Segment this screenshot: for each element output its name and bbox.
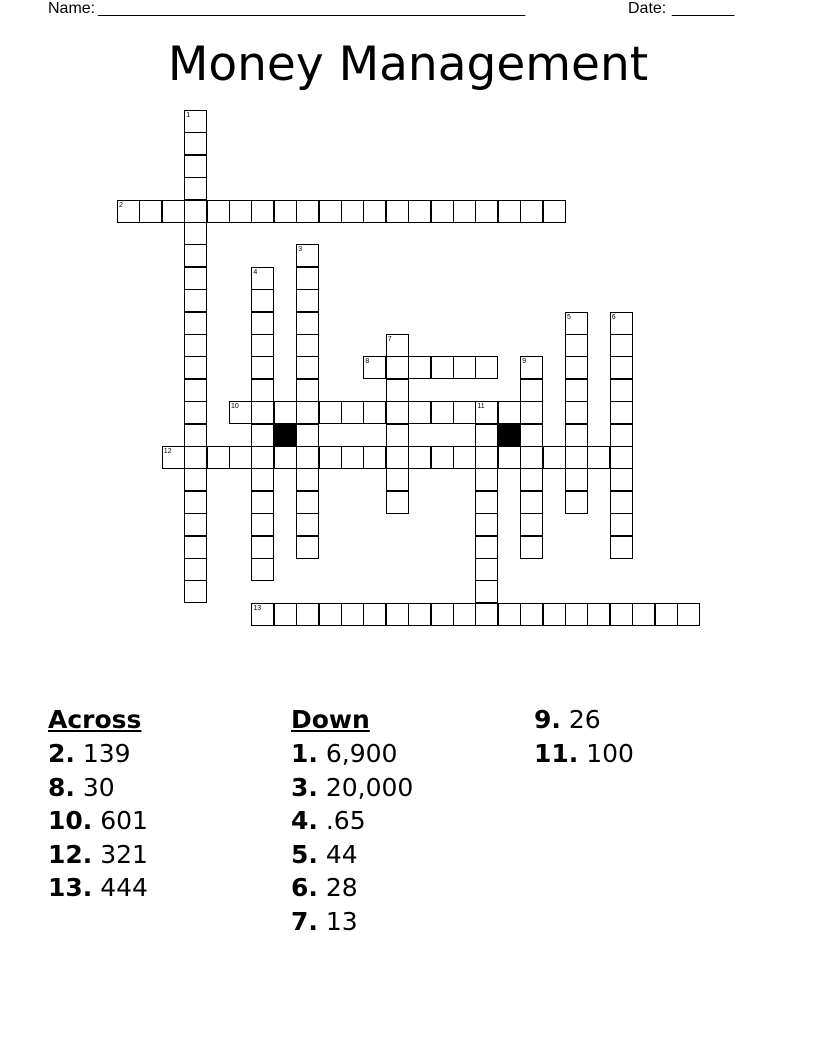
grid-cell[interactable] [184, 401, 207, 424]
grid-cell[interactable] [251, 536, 274, 559]
grid-cell[interactable] [610, 379, 633, 402]
grid-cell[interactable] [520, 446, 543, 469]
grid-cell[interactable] [184, 289, 207, 312]
grid-cell[interactable] [610, 536, 633, 559]
grid-cell[interactable] [229, 401, 252, 424]
grid-cell[interactable] [543, 446, 566, 469]
grid-cell[interactable] [319, 603, 342, 626]
grid-cell[interactable] [520, 379, 543, 402]
clue-text: 28 [317, 873, 358, 902]
grid-cell[interactable] [184, 312, 207, 335]
clue-number: 5 [567, 313, 571, 321]
grid-cell[interactable] [610, 334, 633, 357]
grid-cell[interactable] [610, 356, 633, 379]
grid-cell[interactable] [184, 177, 207, 200]
grid-cell[interactable] [431, 356, 454, 379]
grid-cell[interactable] [251, 446, 274, 469]
grid-cell[interactable] [251, 513, 274, 536]
clue-number: 4 [253, 268, 258, 276]
grid-cell[interactable] [475, 603, 498, 626]
grid-cell[interactable] [296, 267, 319, 290]
grid-cell[interactable] [251, 289, 274, 312]
clue-number: 8. [48, 772, 75, 802]
grid-cell[interactable] [251, 491, 274, 514]
grid-cell[interactable] [184, 334, 207, 357]
black-square [498, 424, 521, 447]
grid-cell[interactable] [610, 513, 633, 536]
grid-cell[interactable] [251, 379, 274, 402]
grid-cell[interactable] [520, 356, 543, 379]
grid-cell[interactable] [296, 356, 319, 379]
grid-cell[interactable] [610, 468, 633, 491]
clue-number: 6. [291, 873, 318, 902]
grid-cell[interactable] [251, 356, 274, 379]
clue-number: 9 [522, 358, 527, 366]
grid-cell[interactable] [431, 200, 454, 223]
grid-cell[interactable] [184, 379, 207, 402]
grid-cell[interactable] [184, 446, 207, 469]
clue-item [291, 871, 413, 905]
clue-number: 2. [48, 739, 75, 768]
grid-cell[interactable] [565, 446, 588, 469]
clue-text: 26 [560, 705, 601, 734]
clue-number: 11 [477, 403, 485, 411]
grid-cell[interactable] [520, 603, 543, 626]
grid-cell[interactable] [296, 491, 319, 514]
grid-cell[interactable] [431, 603, 454, 626]
grid-cell[interactable] [475, 536, 498, 559]
grid-cell[interactable] [184, 536, 207, 559]
clue-text: 100 [578, 738, 634, 768]
grid-cell[interactable] [207, 200, 230, 223]
grid-cell[interactable] [475, 446, 498, 469]
date-line: _______ [672, 0, 735, 17]
grid-cell[interactable] [162, 200, 185, 223]
grid-cell[interactable] [453, 603, 476, 626]
clue-item [291, 905, 413, 939]
grid-cell[interactable] [565, 491, 588, 514]
grid-cell[interactable] [408, 603, 431, 626]
grid-cell[interactable] [386, 446, 409, 469]
black-square [274, 424, 297, 447]
grid-cell[interactable] [543, 603, 566, 626]
clue-number: 1. [291, 739, 318, 768]
grid-cell[interactable] [386, 200, 409, 223]
grid-cell[interactable] [386, 468, 409, 491]
grid-cell[interactable] [386, 379, 409, 402]
grid-cell[interactable] [386, 603, 409, 626]
grid-cell[interactable] [184, 155, 207, 178]
grid-cell[interactable] [296, 312, 319, 335]
grid-cell[interactable] [565, 334, 588, 357]
grid-cell[interactable] [117, 200, 140, 223]
grid-cell[interactable] [475, 468, 498, 491]
clue-text: 321 [92, 839, 148, 869]
grid-cell[interactable] [184, 267, 207, 290]
grid-cell[interactable] [520, 200, 543, 223]
grid-cell[interactable] [386, 491, 409, 514]
clue-text: 6,900 [317, 739, 398, 768]
grid-cell[interactable] [520, 536, 543, 559]
grid-cell[interactable] [565, 356, 588, 379]
grid-cell[interactable] [520, 491, 543, 514]
grid-cell[interactable] [386, 356, 409, 379]
grid-cell[interactable] [386, 424, 409, 447]
grid-cell[interactable] [319, 401, 342, 424]
grid-cell[interactable] [184, 244, 207, 267]
grid-cell[interactable] [296, 603, 319, 626]
grid-cell[interactable] [431, 446, 454, 469]
grid-cell[interactable] [184, 491, 207, 514]
grid-cell[interactable] [296, 446, 319, 469]
grid-cell[interactable] [229, 446, 252, 469]
across-heading: Across [48, 705, 142, 734]
grid-cell[interactable] [251, 424, 274, 447]
grid-cell[interactable] [251, 200, 274, 223]
grid-cell[interactable] [475, 356, 498, 379]
clue-item [48, 871, 148, 905]
clue-text: 44 [317, 839, 358, 869]
grid-cell[interactable] [408, 446, 431, 469]
grid-cell[interactable] [475, 491, 498, 514]
grid-cell[interactable] [475, 401, 498, 424]
grid-cell[interactable] [408, 200, 431, 223]
clue-number: 10. [48, 806, 93, 835]
grid-cell[interactable] [587, 446, 610, 469]
grid-cell[interactable] [610, 312, 633, 335]
grid-cell[interactable] [274, 603, 297, 626]
grid-cell[interactable] [520, 513, 543, 536]
grid-cell[interactable] [296, 513, 319, 536]
grid-cell[interactable] [520, 424, 543, 447]
grid-cell[interactable] [184, 580, 207, 603]
clue-text: 139 [74, 739, 131, 768]
clue-text: 30 [74, 772, 115, 802]
clue-text: 601 [92, 806, 148, 835]
grid-cell[interactable] [408, 356, 431, 379]
grid-cell[interactable] [184, 132, 207, 155]
grid-cell[interactable] [184, 468, 207, 491]
grid-cell[interactable] [229, 200, 252, 223]
grid-cell[interactable] [184, 513, 207, 536]
grid-cell[interactable] [251, 312, 274, 335]
date-label: Date: [628, 0, 667, 17]
grid-cell[interactable] [453, 401, 476, 424]
grid-cell[interactable] [296, 424, 319, 447]
grid-cell[interactable] [319, 200, 342, 223]
grid-cell[interactable] [363, 603, 386, 626]
grid-cell[interactable] [251, 334, 274, 357]
clue-number: 8 [365, 358, 370, 366]
clue-item [291, 838, 413, 872]
grid-cell[interactable] [520, 468, 543, 491]
grid-cell[interactable] [610, 446, 633, 469]
grid-cell[interactable] [453, 356, 476, 379]
grid-cell[interactable] [565, 424, 588, 447]
grid-cell[interactable] [184, 356, 207, 379]
clue-number: 5. [291, 839, 318, 869]
page-title: Money Management [167, 37, 649, 92]
clue-item [48, 804, 148, 838]
grid-cell[interactable] [475, 513, 498, 536]
clue-number: 6 [611, 313, 616, 321]
clue-number: 2 [119, 201, 123, 209]
clue-number: 13. [48, 873, 93, 902]
grid-cell[interactable] [296, 401, 319, 424]
clue-item [48, 737, 148, 771]
grid-cell[interactable] [520, 401, 543, 424]
grid-cell[interactable] [565, 603, 588, 626]
clue-item [534, 703, 634, 737]
grid-cell[interactable] [386, 401, 409, 424]
grid-cell[interactable] [565, 312, 588, 335]
clue-item [291, 804, 413, 838]
grid-cell[interactable] [363, 401, 386, 424]
down-clues-continued [534, 703, 634, 770]
clue-number: 12 [163, 448, 172, 455]
clue-item [48, 771, 148, 805]
clue-number: 7. [291, 906, 318, 936]
clue-item [291, 771, 413, 805]
grid-cell[interactable] [296, 200, 319, 223]
grid-cell[interactable] [498, 603, 521, 626]
clue-number: 10 [231, 403, 239, 411]
grid-cell[interactable] [610, 603, 633, 626]
grid-cell[interactable] [453, 446, 476, 469]
grid-cell[interactable] [274, 200, 297, 223]
grid-cell[interactable] [162, 446, 185, 469]
grid-cell[interactable] [207, 446, 230, 469]
grid-cell[interactable] [296, 244, 319, 267]
clue-number: 4. [291, 806, 318, 835]
grid-cell[interactable] [408, 401, 431, 424]
clue-number: 13 [253, 604, 262, 612]
grid-cell[interactable] [453, 200, 476, 223]
clue-item [291, 737, 413, 771]
grid-cell[interactable] [184, 222, 207, 245]
grid-cell[interactable] [610, 491, 633, 514]
grid-cell[interactable] [498, 401, 521, 424]
grid-cell[interactable] [610, 424, 633, 447]
down-heading: Down [291, 705, 370, 734]
clue-text: 13 [317, 906, 358, 936]
clue-item [48, 838, 148, 872]
grid-cell[interactable] [296, 379, 319, 402]
grid-cell[interactable] [296, 468, 319, 491]
clue-number: 11. [534, 738, 579, 768]
clue-number: 3. [291, 772, 318, 802]
grid-cell[interactable] [184, 110, 207, 133]
grid-cell[interactable] [251, 603, 274, 626]
name-label: Name: [48, 0, 96, 17]
grid-cell[interactable] [296, 334, 319, 357]
grid-cell[interactable] [296, 289, 319, 312]
grid-cell[interactable] [543, 200, 566, 223]
grid-cell[interactable] [341, 603, 364, 626]
grid-cell[interactable] [655, 603, 678, 626]
grid-cell[interactable] [363, 446, 386, 469]
grid-cell[interactable] [274, 446, 297, 469]
clue-text: 20,000 [317, 772, 414, 802]
grid-cell[interactable] [341, 446, 364, 469]
grid-cell[interactable] [184, 558, 207, 581]
clue-item [534, 737, 634, 771]
grid-cell[interactable] [251, 267, 274, 290]
grid-cell[interactable] [386, 334, 409, 357]
grid-cell[interactable] [475, 580, 498, 603]
grid-cell[interactable] [498, 446, 521, 469]
grid-cell[interactable] [431, 401, 454, 424]
grid-cell[interactable] [565, 468, 588, 491]
grid-cell[interactable] [363, 356, 386, 379]
grid-cell[interactable] [251, 558, 274, 581]
grid-cell[interactable] [274, 401, 297, 424]
grid-cell[interactable] [632, 603, 655, 626]
clue-text: 444 [92, 873, 148, 902]
grid-cell[interactable] [565, 401, 588, 424]
grid-cell[interactable] [677, 603, 700, 626]
clue-text: .65 [317, 806, 366, 835]
clue-number: 3 [298, 246, 303, 254]
grid-cell[interactable] [363, 200, 386, 223]
grid-cell[interactable] [341, 401, 364, 424]
grid-cell[interactable] [475, 558, 498, 581]
grid-cell[interactable] [184, 424, 207, 447]
grid-cell[interactable] [565, 379, 588, 402]
name-line: ________________________________________________ [98, 0, 526, 17]
grid-cell[interactable] [296, 536, 319, 559]
grid-cell[interactable] [139, 200, 162, 223]
grid-cell[interactable] [610, 401, 633, 424]
clue-number: 7 [387, 336, 392, 343]
grid-cell[interactable] [475, 424, 498, 447]
grid-cell[interactable] [184, 200, 207, 223]
down-clues [291, 703, 413, 938]
grid-cell[interactable] [341, 200, 364, 223]
grid-cell[interactable] [587, 603, 610, 626]
grid-cell[interactable] [251, 468, 274, 491]
clue-number: 12. [48, 839, 93, 869]
clue-number: 9. [534, 705, 561, 734]
grid-cell[interactable] [475, 200, 498, 223]
across-clues [48, 703, 148, 905]
grid-cell[interactable] [251, 401, 274, 424]
grid-cell[interactable] [498, 200, 521, 223]
clue-number: 1 [186, 112, 191, 119]
grid-cell[interactable] [319, 446, 342, 469]
